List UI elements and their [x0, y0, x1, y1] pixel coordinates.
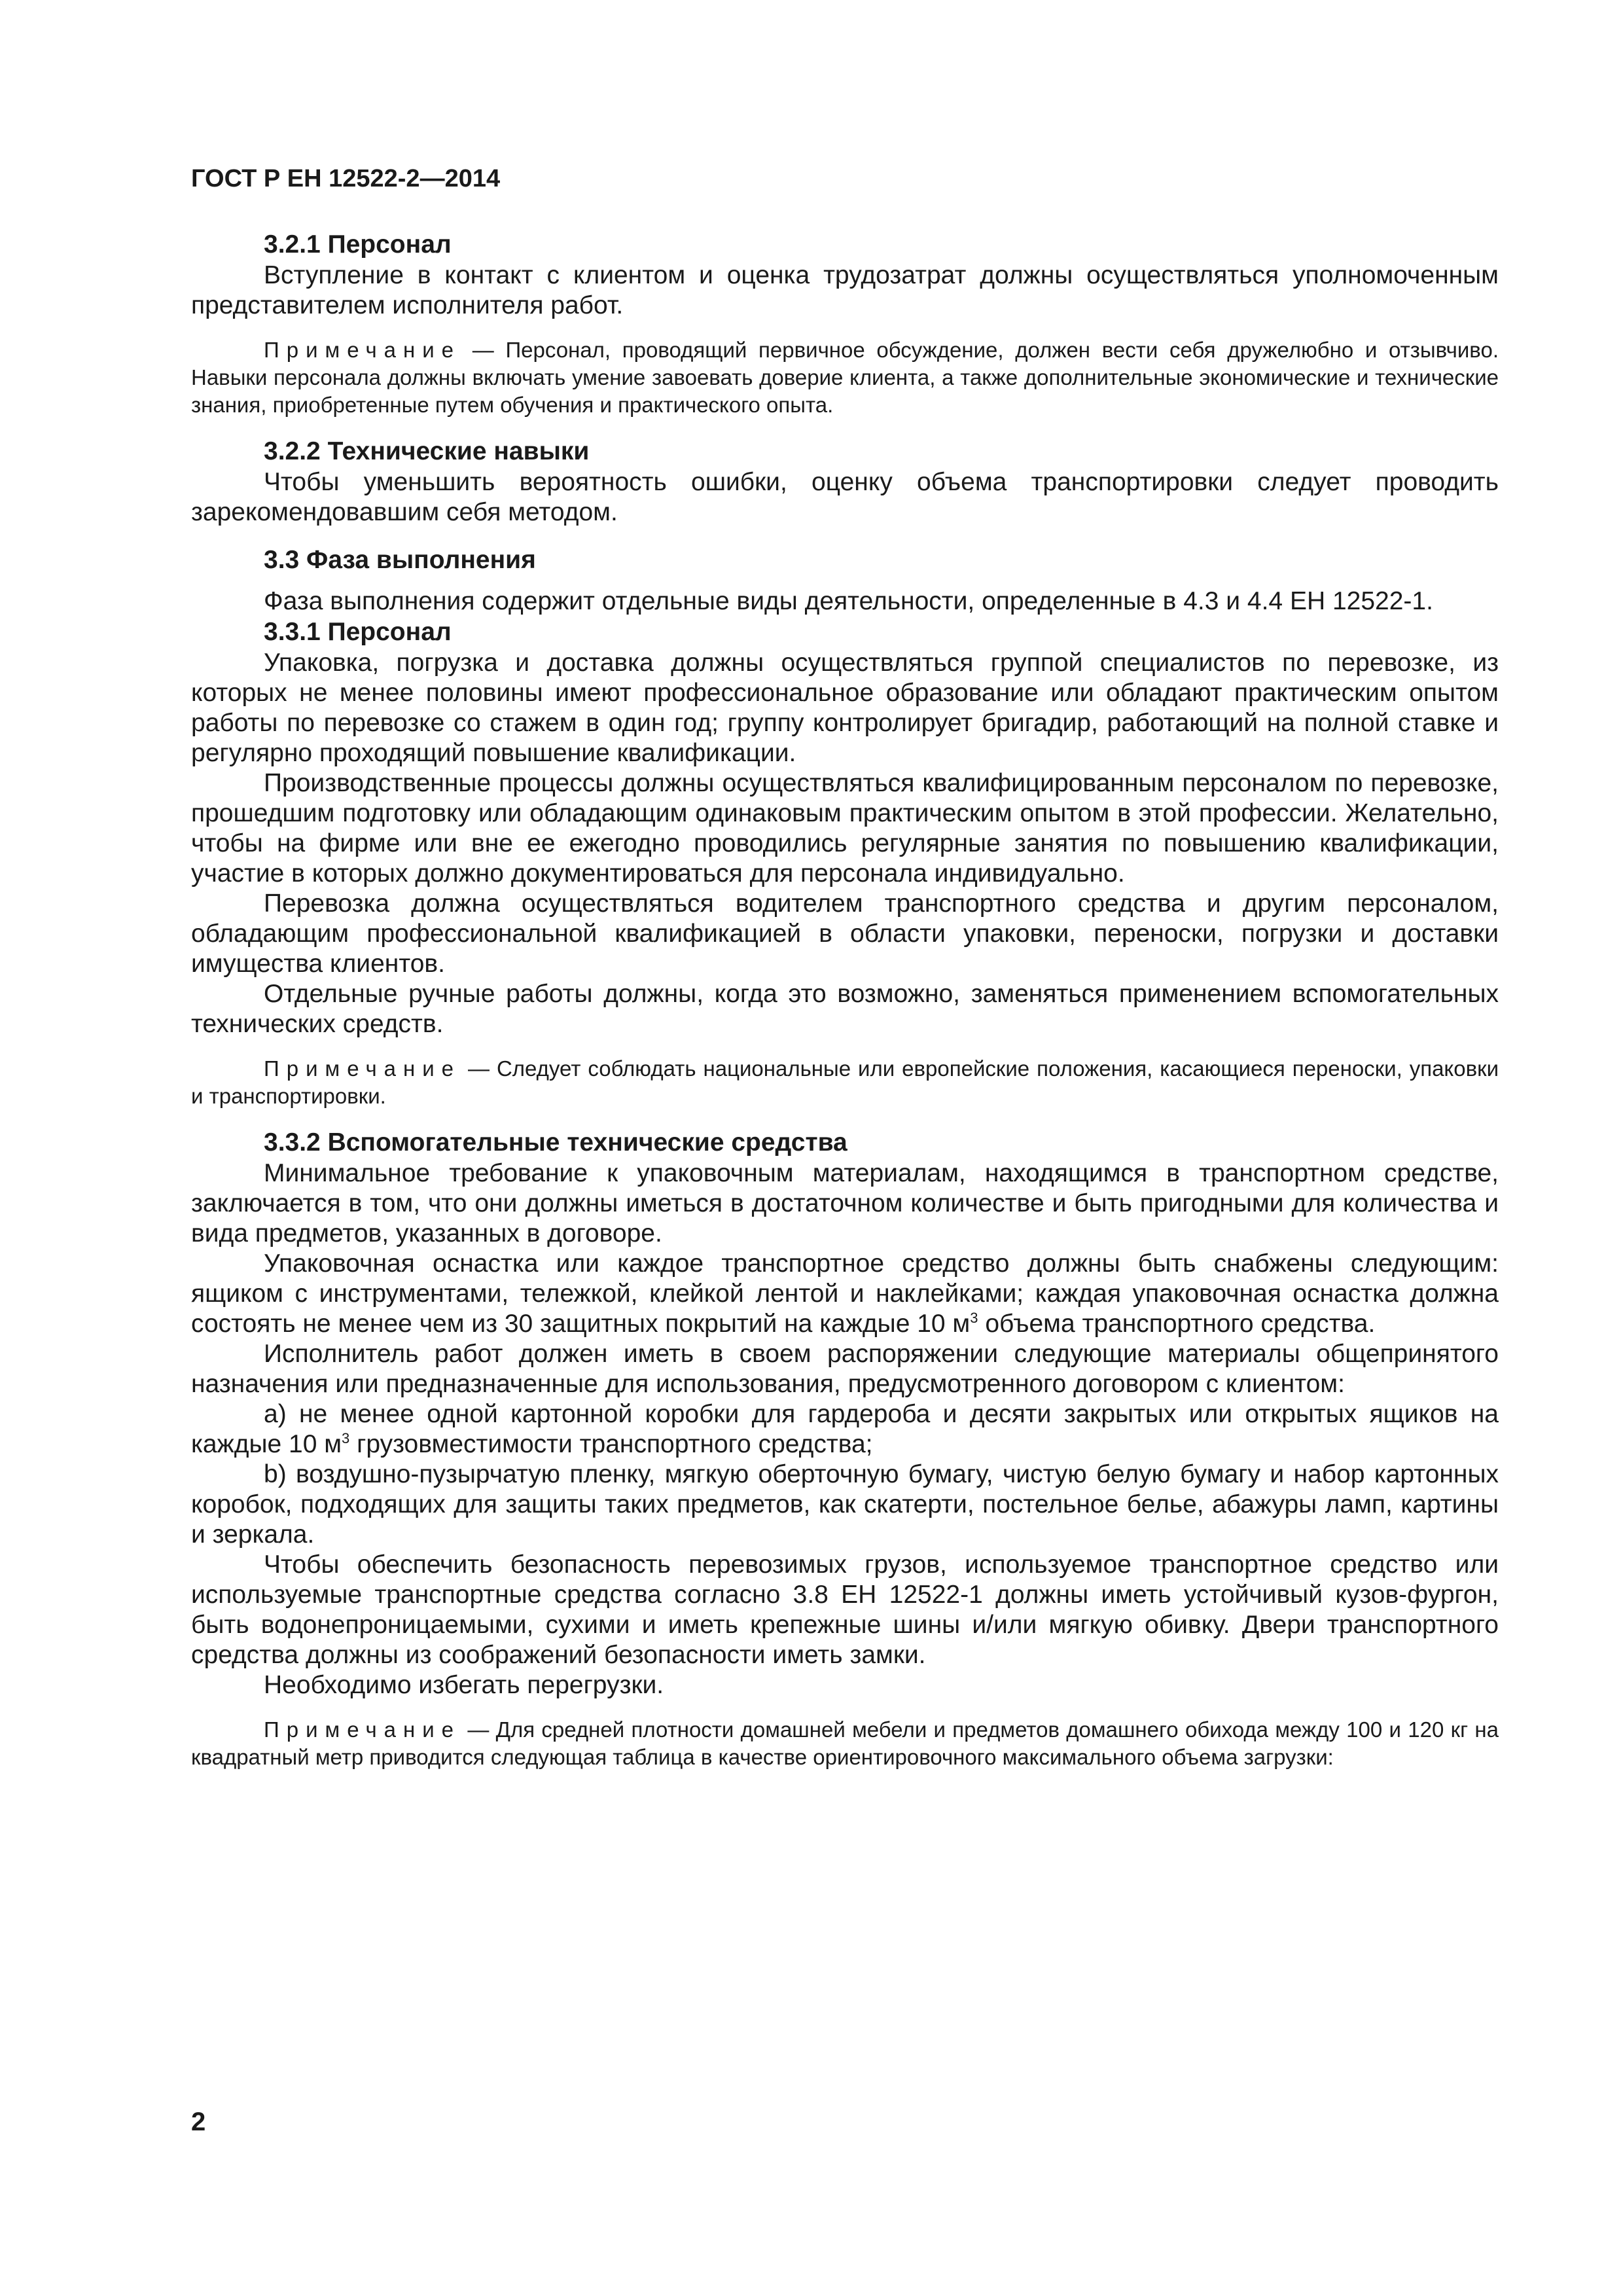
- paragraph: Фаза выполнения содержит отдельные виды деятельности, определенные в 4.3 и 4.4 ЕН 12522-1.: [264, 587, 1433, 615]
- list-item-a: [191, 1399, 1499, 1460]
- heading-3-2-1: 3.2.1 Персонал: [264, 230, 452, 259]
- heading-3-3-1: 3.3.1 Персонал: [264, 618, 452, 646]
- note-text: — Следует соблюдать национальные или европейские положения, касающиеся переноски, упаковки и транспортировки.: [191, 1056, 1499, 1108]
- superscript: 3: [970, 1310, 978, 1326]
- note: [191, 1716, 1499, 1771]
- paragraph: Отдельные ручные работы должны, когда это возможно, заменяться применением вспомогательных технических средств.: [191, 980, 1499, 1038]
- note: [191, 336, 1499, 419]
- text-run: грузовместимости транспортного средства;: [349, 1430, 873, 1458]
- paragraph: Производственные процессы должны осуществляться квалифицированным персоналом по перевозке, прошедшим подготовку или обладающим одинаковым практическим опытом в этой профессии. Желательно, чтобы на фирме или вне ее ежегодно проводились регулярные занятия по повышению квалификации, участие в которых должно документироваться для персонала индивидуально.: [191, 769, 1499, 888]
- superscript: 3: [342, 1430, 350, 1446]
- paragraph: Необходимо избегать перегрузки.: [264, 1671, 664, 1699]
- note-label: Примечание: [264, 1717, 461, 1742]
- document-header: ГОСТ Р ЕН 12522-2—2014: [191, 165, 501, 192]
- paragraph: Исполнитель работ должен иметь в своем распоряжении следующие материалы общепринятого назначения или предназначенные для использования, предусмотренного договором с клиентом:: [191, 1340, 1499, 1398]
- page-number: 2: [191, 2108, 206, 2136]
- text-run: Упаковочная оснастка или каждое транспортное средство должны быть снабжены следующим: ящиком с инструментами, тележкой, клейкой лентой и наклейками; каждая упаковочная оснастка должна состоять не менее чем из 30 защитных покрытий на каждые 10 м: [191, 1249, 1499, 1338]
- note-label: Примечание: [264, 1056, 461, 1081]
- text-run: объема транспортного средства.: [978, 1310, 1376, 1338]
- heading-3-3-2: 3.3.2 Вспомогательные технические средства: [264, 1128, 847, 1157]
- note-text: — Персонал, проводящий первичное обсуждение, должен вести себя дружелюбно и отзывчиво. Навыки персонала должны включать умение завоевать доверие клиента, а также дополнительные экономические и технические знания, приобретенные путем обучения и практического опыта.: [191, 338, 1499, 417]
- paragraph: Вступление в контакт с клиентом и оценка трудозатрат должны осуществляться уполномоченным представителем исполнителя работ.: [191, 261, 1499, 319]
- text-run: a) не менее одной картонной коробки для гардероба и десяти закрытых или открытых ящиков на каждые 10 м: [191, 1400, 1499, 1458]
- paragraph: Упаковка, погрузка и доставка должны осуществляться группой специалистов по перевозке, из которых не менее половины имеют профессиональное образование или обладают практическим опытом работы по перевозке со стажем в один год; группу контролирует бригадир, работающий на полной ставке и регулярно проходящий повышение квалификации.: [191, 649, 1499, 767]
- paragraph: Чтобы обеспечить безопасность перевозимых грузов, используемое транспортное средство или используемые транспортные средства согласно 3.8 ЕН 12522-1 должны иметь устойчивый кузов-фургон, быть водонепроницаемыми, сухими и иметь крепежные шины и/или мягкую обивку. Двери транспортного средства должны из соображений безопасности иметь замки.: [191, 1551, 1499, 1669]
- document-body: [191, 229, 1499, 1788]
- list-item-b: b) воздушно-пузырчатую пленку, мягкую оберточную бумагу, чистую белую бумагу и набор картонных коробок, подходящих для защиты таких предметов, как скатерти, постельное белье, абажуры ламп, картины и зеркала.: [191, 1460, 1499, 1549]
- paragraph: [191, 1249, 1499, 1339]
- heading-3-3: 3.3 Фаза выполнения: [264, 546, 536, 574]
- note-text: — Для средней плотности домашней мебели и предметов домашнего обихода между 100 и 120 кг на квадратный метр приводится следующая таблица в качестве ориентировочного максимального объема загрузки:: [191, 1717, 1499, 1769]
- note-label: Примечание: [264, 338, 461, 362]
- paragraph: Минимальное требование к упаковочным материалам, находящимся в транспортном средстве, заключается в том, что они должны иметься в достаточном количестве и быть пригодными для количества и вида предметов, указанных в договоре.: [191, 1159, 1499, 1247]
- paragraph: Чтобы уменьшить вероятность ошибки, оценку объема транспортировки следует проводить зарекомендовавшим себя методом.: [191, 468, 1499, 526]
- note: [191, 1055, 1499, 1110]
- heading-3-2-2: 3.2.2 Технические навыки: [264, 437, 590, 465]
- paragraph: Перевозка должна осуществляться водителем транспортного средства и другим персоналом, обладающим профессиональной квалификацией в области упаковки, переноски, погрузки и доставки имущества клиентов.: [191, 889, 1499, 978]
